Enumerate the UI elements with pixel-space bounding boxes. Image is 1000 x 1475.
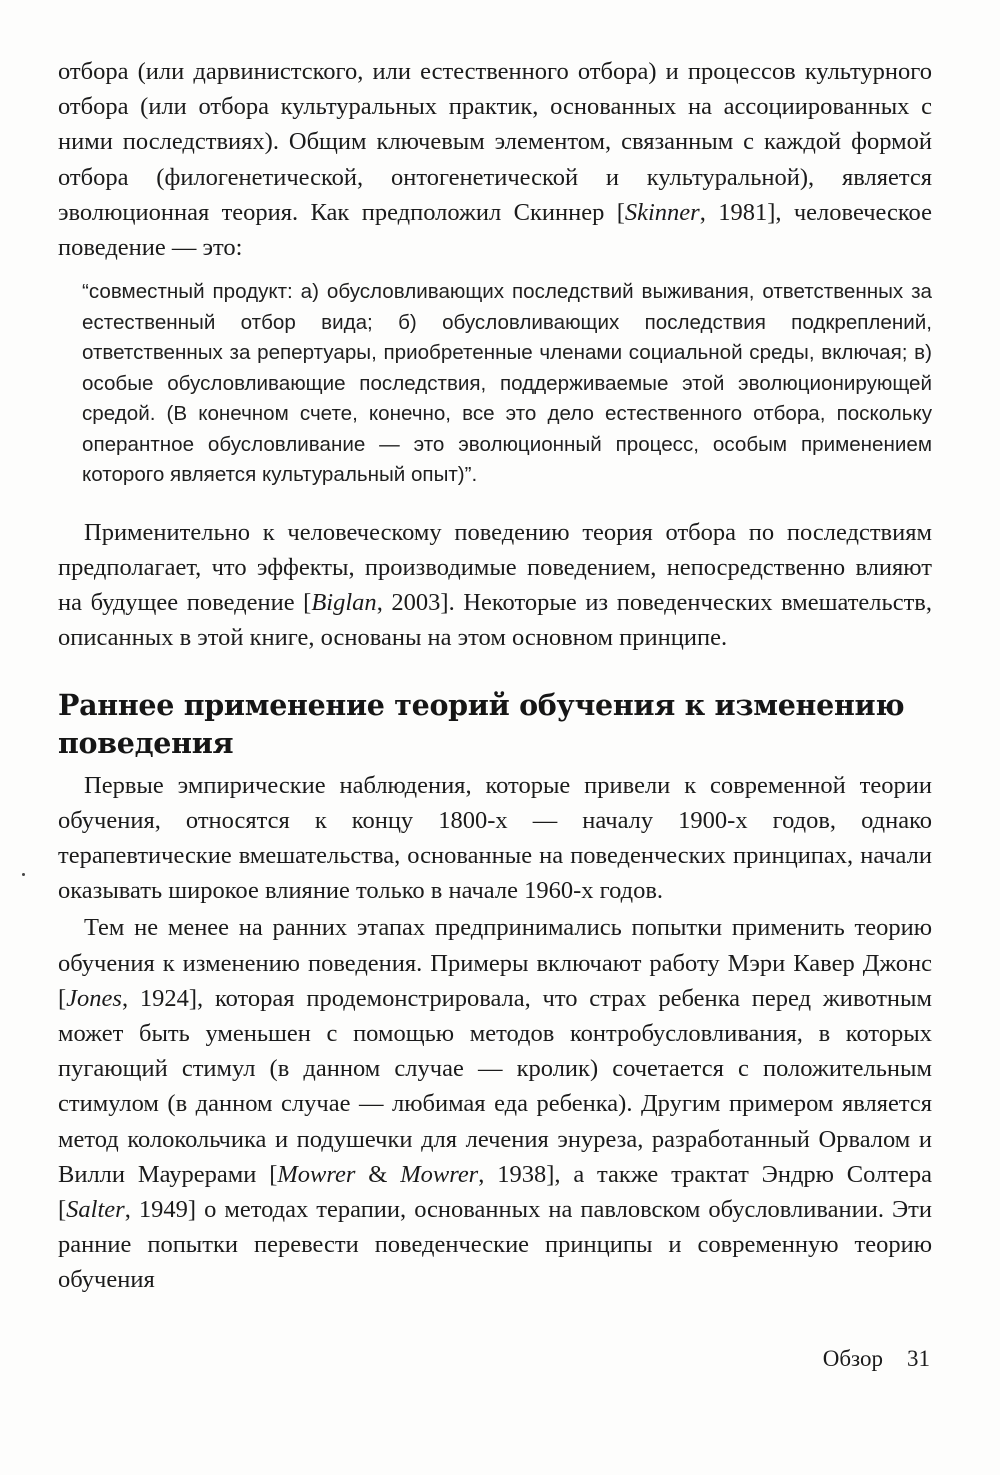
citation-salter: Salter [66,1195,125,1223]
paragraph-1-tail: , 1981], человеческое поведение — это: [58,198,932,262]
citation-skinner: Skinner [624,198,700,226]
citation-jones: Jones [66,984,122,1012]
section-heading: Раннее применение теорий обучения к изменению поведения [58,687,905,760]
paragraph-4-part-3: & [355,1160,401,1188]
citation-biglan: Biglan [311,589,377,617]
paragraph-4-part-1: Тем не менее на ранних этапах предпринимались попытки применить теорию обучения к изменению поведения. Примеры включают работу Мэри Кавер Джонс [ [58,914,932,1012]
paragraph-3: Первые эмпирические наблюдения, которые привели к современной теории обучения, относятся к концу 1800-х — началу 1900-х годов, однако терапевтические вмешательства, основанные на поведенческих принципах, начали оказывать широкое влияние только в начале 1960-х годов. [58,771,932,905]
paragraph-4-part-5: , 1949] о методах терапии, основанных на павловском обусловливании. Эти ранние попытки перевести поведенческие принципы и современную теорию обучения [58,1195,932,1294]
citation-mowrer-2: Mowrer [400,1160,479,1188]
running-footer-section: Обзор [822,1346,883,1371]
paragraph-4-part-4: , 1938], а также трактат Эндрю Солтера [ [58,1160,932,1223]
paragraph-1-text: отбора (или дарвинистского, или естественного отбора) и процессов культурного отбора (или отбора культуральных практик, основанных на ассоциированных с ними последствиях). Общим ключевым элементом, связанным с каждой формой отбора (филогенетической, онтогенетической и культуральной), является эволюционная теория. Как предположил Скиннер [ [58,58,932,226]
scan-speck [22,873,25,876]
citation-mowrer-1: Mowrer [277,1160,356,1188]
paragraph-1 [58,54,932,265]
paragraph-4 [58,910,932,1297]
page-number: 31 [907,1346,930,1371]
block-quote: “совместный продукт: а) обусловливающих последствий выживания, ответственных за естественный отбор вида; б) обусловливающих последствия подкреплений, ответственных за репертуары, приобретенные членами социальной среды, включая; в) особые обусловливающие последствия, поддерживаемые этой эволюционирующей средой. (В конечном счете, конечно, все это дело естественного отбора, поскольку оперантное обусловливание — это эволюционный процесс, особым применением которого является культуральный опыт)”. [82,280,932,487]
paragraph-2-text: Применительно к человеческому поведению теория отбора по последствиям предполагает, что эффекты, производимые поведением, непосредственно влияют на будущее поведение [ [58,518,932,617]
paragraph-2 [58,515,932,656]
page-footer [823,1346,930,1372]
paragraph-2-tail: , 2003]. Некоторые из поведенческих вмешательств, описанных в этой книге, основаны на этом основном принципе. [58,589,932,652]
paragraph-4-part-2: , 1924], которая продемонстрировала, что страх ребенка перед животным может быть уменьшен с помощью методов контробусловливания, в которых пугающий стимул (в данном случае — кролик) сочетается с положительным стимулом (в данном случае — любимая еда ребенка). Другим примером является метод колокольчика и подушечки для лечения энуреза, разработанный Орвалом и Вилли Маурерами [ [58,984,932,1188]
page-body [58,54,932,1298]
